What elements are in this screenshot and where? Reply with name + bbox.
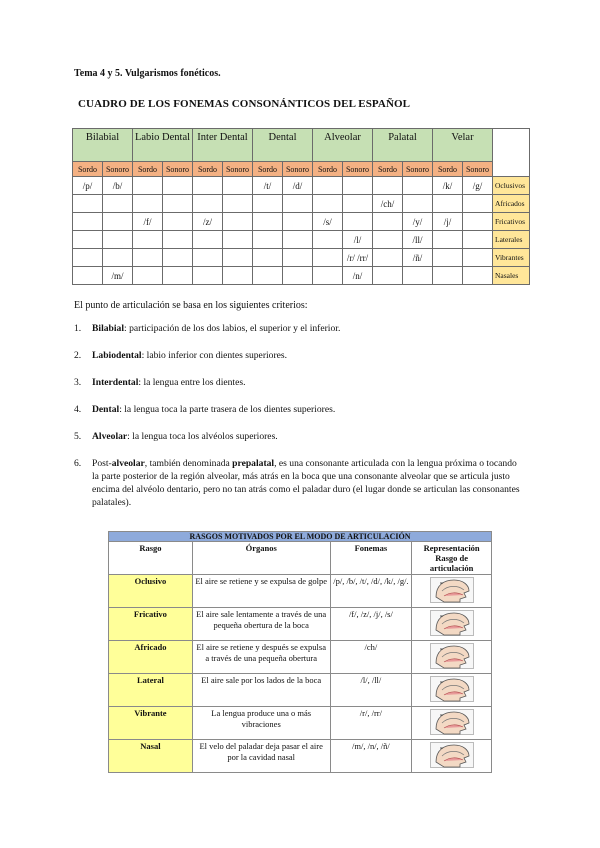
place-header-cell: Inter Dental: [193, 129, 253, 162]
phoneme-cell: [373, 249, 403, 267]
phoneme-cell: [343, 177, 373, 195]
sonoro-header: Sonoro: [103, 162, 133, 177]
item-text: , es una consonante articulada con la lengua próxima o tocando la parte posterior de la región alveolar, más atrás en la boca que una consonante alveolar que se articula justo encima del alvéolo dentario, pero no tan atrás como el paladar duro (el lugar donde se articulan las consonantes palatales).: [92, 458, 520, 508]
phoneme-cell: [463, 195, 493, 213]
phoneme-cell: [193, 267, 223, 285]
criteria-item: [74, 376, 522, 389]
mode-row: [109, 608, 492, 641]
mouth-affricate-icon: [430, 643, 474, 669]
phoneme-cell: [133, 177, 163, 195]
phoneme-cell: [313, 267, 343, 285]
phoneme-cell: /ll/: [403, 231, 433, 249]
phoneme-cell: [163, 195, 193, 213]
modes-caption-row: [109, 532, 492, 542]
phoneme-cell: [253, 249, 283, 267]
phoneme-cell: /ch/: [373, 195, 403, 213]
phoneme-cell: [223, 177, 253, 195]
phoneme-cell: [463, 249, 493, 267]
phoneme-cell: [313, 249, 343, 267]
mode-label: Vibrantes: [493, 249, 530, 267]
phoneme-row: [73, 177, 530, 195]
header-organos: Órganos: [192, 542, 330, 575]
phoneme-cell: [463, 213, 493, 231]
fonemas-cell: /f/, /z/, /j/, /s/: [330, 608, 412, 641]
phoneme-cell: /g/: [463, 177, 493, 195]
phoneme-cell: [313, 177, 343, 195]
phoneme-cell: [343, 195, 373, 213]
item-text: : participación de los dos labios, el superior y el inferior.: [124, 323, 341, 334]
mode-row: [109, 641, 492, 674]
mode-label: Laterales: [493, 231, 530, 249]
sordo-header: Sordo: [433, 162, 463, 177]
phoneme-cell: [313, 231, 343, 249]
item-number: 5.: [74, 431, 82, 442]
phoneme-cell: [163, 267, 193, 285]
sonoro-header: Sonoro: [343, 162, 373, 177]
phoneme-cell: /ñ/: [403, 249, 433, 267]
header-representacion: Representación Rasgo de articulación: [412, 542, 492, 575]
modes-table-body: [109, 575, 492, 773]
fonemas-cell: /m/, /n/, /ñ/: [330, 740, 412, 773]
phoneme-cell: [193, 231, 223, 249]
sordo-header: Sordo: [73, 162, 103, 177]
item-text: , también denominada: [144, 458, 233, 469]
phoneme-table-title: CUADRO DE LOS FONEMAS CONSONÁNTICOS DEL ESPAÑOL: [78, 98, 411, 110]
mode-label: Nasales: [493, 267, 530, 285]
sordo-header: Sordo: [133, 162, 163, 177]
phoneme-cell: /s/: [313, 213, 343, 231]
organos-cell: La lengua produce una o más vibraciones: [192, 707, 330, 740]
mode-label: Africados: [493, 195, 530, 213]
sonoro-header: Sonoro: [223, 162, 253, 177]
rasgo-cell: Fricativo: [109, 608, 193, 641]
phoneme-cell: [283, 213, 313, 231]
phoneme-cell: [163, 213, 193, 231]
phoneme-cell: /d/: [283, 177, 313, 195]
phoneme-cell: [223, 195, 253, 213]
phoneme-table: [72, 128, 530, 285]
phoneme-cell: [253, 267, 283, 285]
phoneme-cell: /z/: [193, 213, 223, 231]
phoneme-cell: [223, 231, 253, 249]
sonoro-header: Sonoro: [403, 162, 433, 177]
modes-caption: RASGOS MOTIVADOS POR EL MODO DE ARTICULACIÓN: [109, 532, 492, 542]
sordo-header: Sordo: [253, 162, 283, 177]
phoneme-cell: [73, 231, 103, 249]
phoneme-cell: /r/ /rr/: [343, 249, 373, 267]
item-term: Bilabial: [92, 323, 124, 334]
phoneme-cell: /f/: [133, 213, 163, 231]
item-term: Alveolar: [92, 431, 128, 442]
phoneme-cell: [313, 195, 343, 213]
mode-label: Oclusivos: [493, 177, 530, 195]
criteria-item: [74, 322, 522, 335]
sonoro-header: Sonoro: [463, 162, 493, 177]
fonemas-cell: /ch/: [330, 641, 412, 674]
rasgo-cell: Nasal: [109, 740, 193, 773]
place-header-cell: Alveolar: [313, 129, 373, 162]
sordo-header: Sordo: [373, 162, 403, 177]
phoneme-cell: [433, 267, 463, 285]
phoneme-cell: [133, 231, 163, 249]
phoneme-cell: [163, 249, 193, 267]
phoneme-cell: [133, 267, 163, 285]
sordo-header: Sordo: [313, 162, 343, 177]
phoneme-cell: [103, 249, 133, 267]
rasgo-cell: Oclusivo: [109, 575, 193, 608]
phoneme-cell: /b/: [103, 177, 133, 195]
mode-row: [109, 674, 492, 707]
sordo-header: Sordo: [193, 162, 223, 177]
place-header-cell: Labio Dental: [133, 129, 193, 162]
item-text: : labio inferior con dientes superiores.: [141, 350, 288, 361]
rasgo-cell: Vibrante: [109, 707, 193, 740]
phoneme-cell: [133, 249, 163, 267]
mode-label: Fricativos: [493, 213, 530, 231]
sonoro-header: Sonoro: [163, 162, 193, 177]
criteria-item: [74, 403, 522, 416]
phoneme-cell: /p/: [73, 177, 103, 195]
item-number: 4.: [74, 404, 82, 415]
phoneme-cell: /t/: [253, 177, 283, 195]
phoneme-cell: [343, 213, 373, 231]
item-number: 1.: [74, 323, 82, 334]
phoneme-row: [73, 195, 530, 213]
phoneme-cell: [73, 249, 103, 267]
corner-cell: [493, 129, 530, 177]
phoneme-cell: [103, 195, 133, 213]
phoneme-cell: [373, 213, 403, 231]
phoneme-cell: [283, 249, 313, 267]
fonemas-cell: /p/, /b/, /t/, /d/, /k/, /g/.: [330, 575, 412, 608]
phoneme-row: [73, 231, 530, 249]
modes-table: [108, 531, 492, 773]
place-header-cell: Dental: [253, 129, 313, 162]
organos-cell: El velo del paladar deja pasar el aire por la cavidad nasal: [192, 740, 330, 773]
voicing-header-row: [73, 162, 530, 177]
phoneme-cell: [403, 177, 433, 195]
phoneme-row: [73, 213, 530, 231]
organos-cell: El aire se retiene y se expulsa de golpe: [192, 575, 330, 608]
place-header-cell: Bilabial: [73, 129, 133, 162]
phoneme-cell: [373, 267, 403, 285]
phoneme-cell: [253, 195, 283, 213]
phoneme-cell: [193, 249, 223, 267]
mode-row: [109, 575, 492, 608]
representation-cell: [412, 707, 492, 740]
fonemas-cell: /l/, /ll/: [330, 674, 412, 707]
phoneme-table-body: [73, 177, 530, 285]
mouth-vibrant-icon: [430, 709, 474, 735]
phoneme-cell: [103, 213, 133, 231]
phoneme-cell: [433, 231, 463, 249]
rasgo-cell: Africado: [109, 641, 193, 674]
phoneme-cell: [193, 177, 223, 195]
phoneme-cell: [103, 231, 133, 249]
topic-heading: Tema 4 y 5. Vulgarismos fonéticos.: [74, 68, 221, 79]
item-prefix: Post-: [92, 458, 112, 469]
item-text: : la lengua entre los dientes.: [138, 377, 246, 388]
phoneme-cell: /k/: [433, 177, 463, 195]
representation-cell: [412, 641, 492, 674]
phoneme-cell: /j/: [433, 213, 463, 231]
criteria-item: [74, 349, 522, 362]
phoneme-cell: [373, 177, 403, 195]
fonemas-cell: /r/, /rr/: [330, 707, 412, 740]
phoneme-cell: [463, 231, 493, 249]
mode-row: [109, 740, 492, 773]
place-header-cell: Velar: [433, 129, 493, 162]
header-rasgo: Rasgo: [109, 542, 193, 575]
phoneme-cell: /y/: [403, 213, 433, 231]
phoneme-cell: [73, 267, 103, 285]
sonoro-header: Sonoro: [283, 162, 313, 177]
phoneme-cell: [403, 195, 433, 213]
phoneme-cell: [163, 231, 193, 249]
header-fonemas: Fonemas: [330, 542, 412, 575]
phoneme-cell: [73, 195, 103, 213]
phoneme-cell: [283, 195, 313, 213]
place-header-cell: Palatal: [373, 129, 433, 162]
representation-cell: [412, 608, 492, 641]
phoneme-cell: /l/: [343, 231, 373, 249]
item-term: prepalatal: [232, 458, 275, 469]
representation-cell: [412, 674, 492, 707]
representation-cell: [412, 740, 492, 773]
rasgo-cell: Lateral: [109, 674, 193, 707]
modes-header-row: [109, 542, 492, 575]
item-number: 6.: [74, 458, 82, 469]
phoneme-row: [73, 249, 530, 267]
representation-cell: [412, 575, 492, 608]
phoneme-cell: [463, 267, 493, 285]
phoneme-cell: [193, 195, 223, 213]
item-term: Labiodental: [92, 350, 142, 361]
phoneme-cell: [223, 267, 253, 285]
phoneme-row: [73, 267, 530, 285]
phoneme-cell: [73, 213, 103, 231]
place-header-row: [73, 129, 530, 162]
phoneme-cell: [433, 195, 463, 213]
phoneme-cell: [283, 231, 313, 249]
organos-cell: El aire se retiene y después se expulsa a través de una pequeña obertura: [192, 641, 330, 674]
criteria-item: [74, 430, 522, 443]
organos-cell: El aire sale por los lados de la boca: [192, 674, 330, 707]
mouth-occlusive-icon: [430, 577, 474, 603]
phoneme-cell: /m/: [103, 267, 133, 285]
mouth-fricative-icon: [430, 610, 474, 636]
item-term: alveolar: [111, 458, 145, 469]
item-text: : la lengua toca la parte trasera de los dientes superiores.: [119, 404, 336, 415]
phoneme-cell: [223, 213, 253, 231]
phoneme-cell: [403, 267, 433, 285]
phoneme-cell: [283, 267, 313, 285]
phoneme-cell: /n/: [343, 267, 373, 285]
phoneme-cell: [433, 249, 463, 267]
mouth-nasal-icon: [430, 742, 474, 768]
item-term: Dental: [92, 404, 120, 415]
phoneme-cell: [253, 231, 283, 249]
item-text: : la lengua toca los alvéolos superiores.: [127, 431, 278, 442]
phoneme-cell: [253, 213, 283, 231]
organos-cell: El aire sale lentamente a través de una pequeña obertura de la boca: [192, 608, 330, 641]
criteria-intro: El punto de articulación se basa en los siguientes criterios:: [74, 300, 308, 311]
criteria-list: [74, 322, 522, 523]
phoneme-cell: [373, 231, 403, 249]
mouth-lateral-icon: [430, 676, 474, 702]
item-term: Interdental: [92, 377, 139, 388]
item-number: 3.: [74, 377, 82, 388]
item-number: 2.: [74, 350, 82, 361]
criteria-item: [74, 457, 522, 509]
mode-row: [109, 707, 492, 740]
phoneme-cell: [133, 195, 163, 213]
phoneme-cell: [223, 249, 253, 267]
phoneme-cell: [163, 177, 193, 195]
